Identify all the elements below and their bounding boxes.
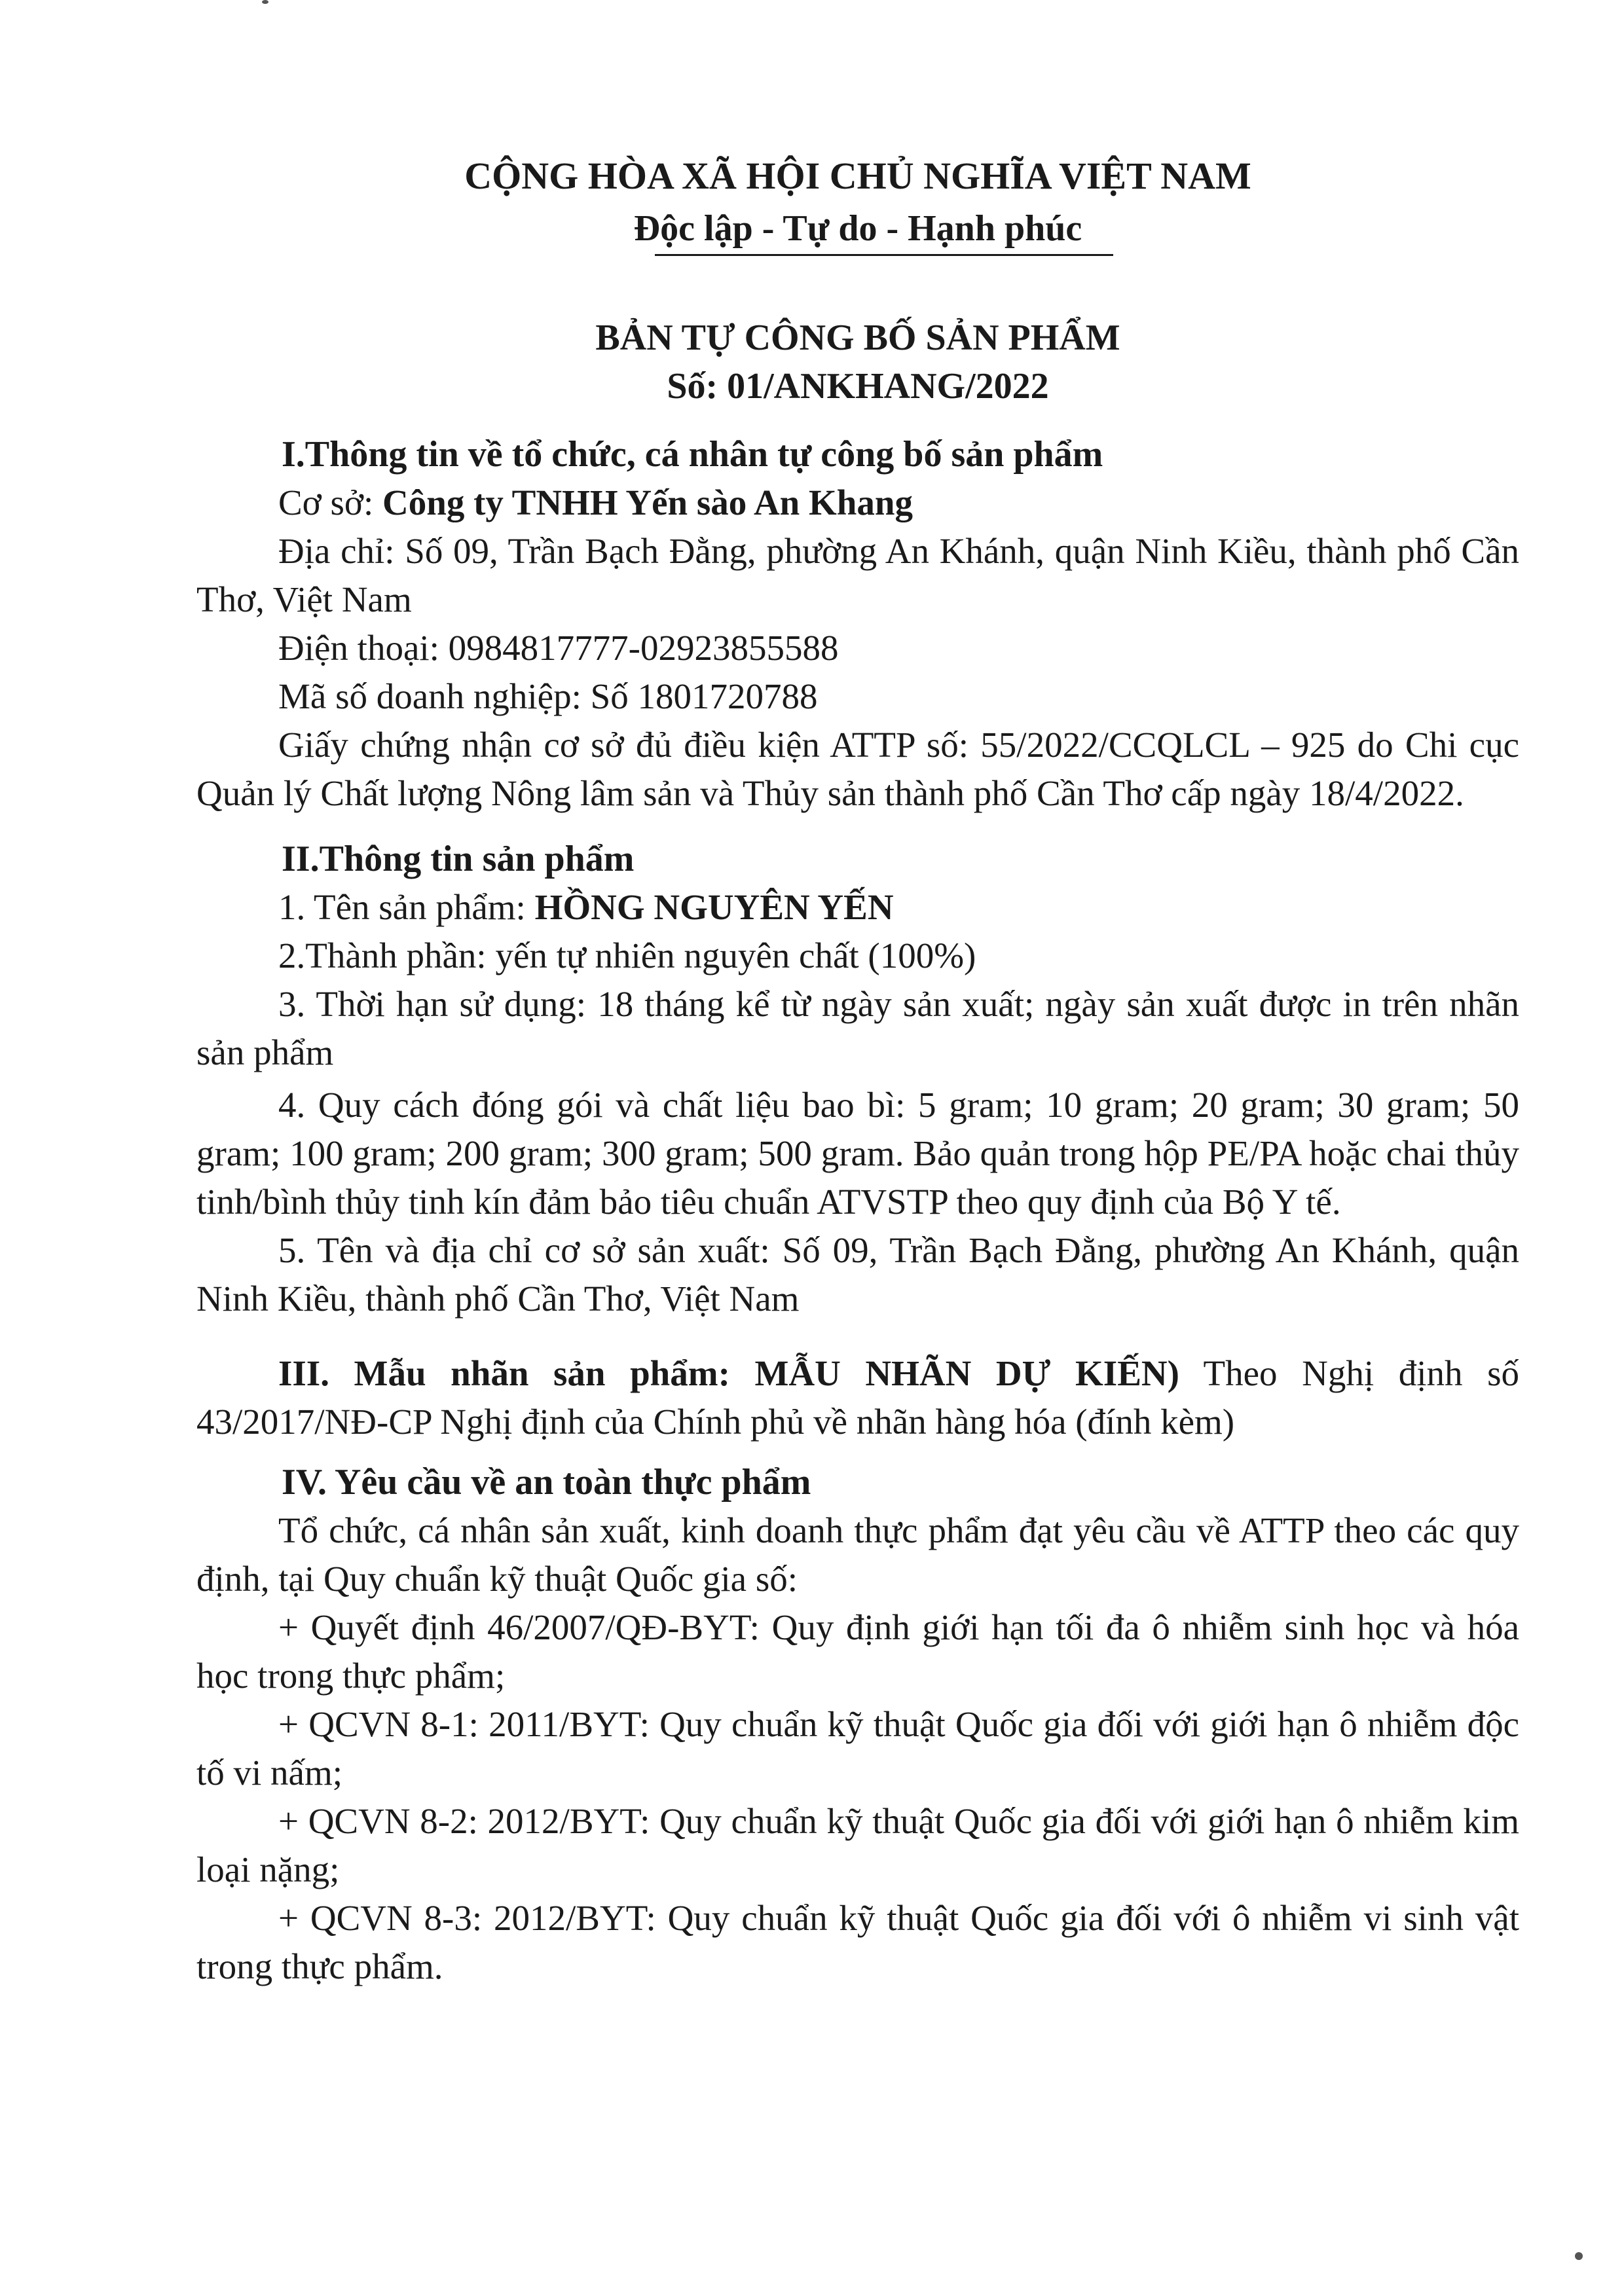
shelf-life: 3. Thời hạn sử dụng: 18 tháng kể từ ngày sản xuất; ngày sản xuất được in trên nhãn sản phẩm xyxy=(196,984,1519,1072)
regulation-item: + QCVN 8-2: 2012/BYT: Quy chuẩn kỹ thuật Quốc gia đối với giới hạn ô nhiễm kim loại nặng; xyxy=(196,1801,1519,1889)
section-3 xyxy=(196,1349,1519,1446)
product-name-value: HỒNG NGUYÊN YẾN xyxy=(534,887,894,927)
manufacturer-address: 5. Tên và địa chỉ cơ sở sản xuất: Số 09, Trần Bạch Đằng, phường An Khánh, quận Ninh Kiều, thành phố Cần Thơ, Việt Nam xyxy=(196,1230,1519,1319)
product-name-label: 1. Tên sản phẩm: xyxy=(278,887,526,927)
tax-code: Mã số doanh nghiệp: Số 1801720788 xyxy=(278,676,818,716)
document-title: BẢN TỰ CÔNG BỐ SẢN PHẨM xyxy=(595,318,1120,358)
facility-value: Công ty TNHH Yến sào An Khang xyxy=(382,483,913,522)
regulation-item: + QCVN 8-1: 2011/BYT: Quy chuẩn kỹ thuật Quốc gia đối với giới hạn ô nhiễm độc tố vi nấm; xyxy=(196,1704,1519,1793)
certificate: Giấy chứng nhận cơ sở đủ điều kiện ATTP số: 55/2022/CCQLCL – 925 do Chi cục Quản lý Chất lượng Nông lâm sản và Thủy sản thành phố Cần Thơ cấp ngày 18/4/2022. xyxy=(196,725,1519,813)
phone: Điện thoại: 0984817777-02923855588 xyxy=(278,628,839,668)
packaging: 4. Quy cách đóng gói và chất liệu bao bì: 5 gram; 10 gram; 20 gram; 30 gram; 50 gram; 100 gram; 200 gram; 300 gram; 500 gram. Bảo quản trong hộp PE/PA hoặc chai thủy tinh/bình thủy tinh kín đảm bảo tiêu chuẩn ATVSTP theo quy định của Bộ Y tế. xyxy=(196,1085,1519,1222)
motto: Độc lập - Tự do - Hạnh phúc xyxy=(633,208,1082,249)
address: Địa chỉ: Số 09, Trần Bạch Đằng, phường An Khánh, quận Ninh Kiều, thành phố Cần Thơ, Việt Nam xyxy=(196,531,1519,619)
section-4-intro: Tổ chức, cá nhân sản xuất, kinh doanh thực phẩm đạt yêu cầu về ATTP theo các quy định, tại Quy chuẩn kỹ thuật Quốc gia số: xyxy=(196,1510,1519,1599)
scan-speck xyxy=(262,0,268,4)
product-name-line xyxy=(196,883,1519,932)
regulation-item: + QCVN 8-3: 2012/BYT: Quy chuẩn kỹ thuật Quốc gia đối với ô nhiễm vi sinh vật trong thực phẩm. xyxy=(196,1898,1519,1986)
national-name: CỘNG HÒA XÃ HỘI CHỦ NGHĨA VIỆT NAM xyxy=(464,155,1251,197)
facility-line xyxy=(196,479,1519,527)
document-page xyxy=(196,144,1519,1991)
scan-speck xyxy=(1575,2252,1583,2260)
ingredients: 2.Thành phần: yến tự nhiên nguyên chất (100%) xyxy=(278,936,976,975)
section-3-text: Theo Nghị định số 43/2017/NĐ-CP Nghị định của Chính phủ về nhãn hàng hóa (đính kèm) xyxy=(196,1353,1519,1442)
section-3-heading: III. Mẫu nhãn sản phẩm: MẪU NHÃN DỰ KIẾN) xyxy=(278,1353,1179,1393)
regulation-item: + Quyết định 46/2007/QĐ-BYT: Quy định giới hạn tối đa ô nhiễm sinh học và hóa học trong thực phẩm; xyxy=(196,1607,1519,1696)
section-1-heading: I.Thông tin về tổ chức, cá nhân tự công bố sản phẩm xyxy=(282,434,1103,475)
facility-label: Cơ sở: xyxy=(278,483,374,522)
motto-underline xyxy=(655,254,1113,256)
document-number: Số: 01/ANKHANG/2022 xyxy=(667,366,1049,407)
section-4-heading: IV. Yêu cầu về an toàn thực phẩm xyxy=(282,1462,811,1503)
section-2-heading: II.Thông tin sản phẩm xyxy=(282,839,635,879)
